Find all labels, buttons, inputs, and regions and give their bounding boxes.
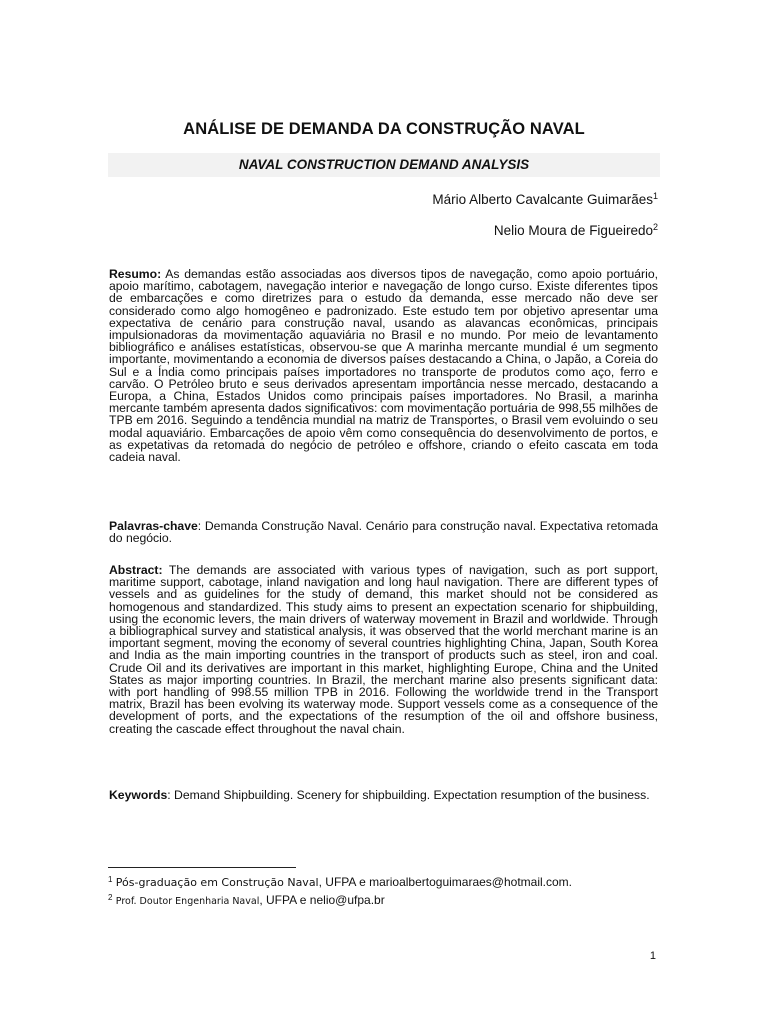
resumo-label: Resumo: (109, 267, 162, 281)
footnote-affiliation: Pós-graduação em Construção Naval (115, 876, 319, 889)
author-2 (494, 222, 658, 238)
palavras-chave-text: : Demanda Construção Naval. Cenário para construção naval. Expectativa retomada do negócio. (109, 519, 658, 546)
paper-subtitle: NAVAL CONSTRUCTION DEMAND ANALYSIS (238, 157, 530, 172)
footnote-contact: , UFPA e marioalbertoguimaraes@hotmail.com. (318, 875, 573, 889)
footnote-affiliation: Prof. Doutor Engenharia Naval (115, 896, 260, 907)
resumo-paragraph (109, 268, 658, 463)
abstract-paragraph (109, 564, 658, 735)
keywords-label: Keywords (109, 788, 168, 802)
author-name: Mário Alberto Cavalcante Guimarães (432, 192, 653, 207)
palavras-chave-paragraph (109, 520, 658, 544)
author-footnote-mark: 1 (652, 191, 658, 201)
abstract-text: The demands are associated with various types of navigation, such as port support, maritime support, cabotage, inland navigation and long haul navigation. There are different types of vessels and as guidelines for the study of demand, this market should not be considered as homogenous and standardized. This study aims to present an expectation scenario for shipbuilding, using the economic levers, the main drivers of waterway movement in Brazil and worldwide. Through a bibliographical survey and statistical analysis, it was observed that the world merchant marine is an important segment, moving the economy of several countries highlighting China, Japan, South Korea and India as the main importing countries in the transport of products such as steel, iron and coal. Crude Oil and its derivatives are important in this market, highlighting Europe, China and the United States as major importing countries. In Brazil, the merchant marine also presents significant data: with port handling of 998.55 million TPB in 2016. Following the worldwide trend in the Transport matrix, Brazil has been evolving its waterway mode. Support vessels come as a consequence of the development of ports, and the expectations of the resumption of the oil and offshore business, creating the cascade effect throughout the naval chain. (109, 563, 658, 736)
footnote-contact: , UFPA e nelio@ufpa.br (259, 893, 385, 907)
author-footnote-mark: 2 (652, 222, 658, 232)
footnote-1 (108, 875, 572, 889)
palavras-chave-label: Palavras-chave (109, 519, 198, 533)
author-name: Nelio Moura de Figueiredo (493, 223, 653, 238)
footnote-mark: 2 (108, 893, 113, 902)
keywords-paragraph (109, 789, 658, 801)
footnote-2 (108, 893, 385, 907)
paper-title: ANÁLISE DE DEMANDA DA CONSTRUÇÃO NAVAL (183, 120, 585, 138)
footnote-mark: 1 (108, 875, 113, 884)
page-number: 1 (649, 950, 656, 962)
abstract-label: Abstract: (109, 563, 163, 577)
footnote-divider (108, 867, 296, 868)
keywords-text: : Demand Shipbuilding. Scenery for shipbuilding. Expectation resumption of the business. (167, 788, 650, 802)
author-1 (432, 191, 658, 207)
resumo-text: As demandas estão associadas aos diversos tipos de navegação, como apoio portuário, apoio marítimo, cabotagem, navegação interior e navegação de longo curso. Existe diferentes tipos de embarcações e como diretrizes para o estudo da demanda, esse mercado não deve ser considerado como algo homogêneo e padronizado. Este estudo tem por objetivo apresentar uma expectativa de cenário para construção naval, usando as alavancas econômicas, principais impulsionadoras da movimentação aquaviária no Brasil e no mundo. Por meio de levantamento bibliográfico e análises estatísticas, observou-se que A marinha mercante mundial é um segmento importante, movimentando a economia de diversos países destacando a China, o Japão, a Coreia do Sul e a Índia como principais países importadores no transporte de produtos como aço, ferro e carvão. O Petróleo bruto e seus derivados apresentam importância nesse mercado, destacando a Europa, a China, Estados Unidos como principais países importadores. No Brasil, a marinha mercante também apresenta dados significativos: com movimentação portuária de 998,55 milhões de TPB em 2016. Seguindo a tendência mundial na matriz de Transportes, o Brasil vem evoluindo o seu modal aquaviário. Embarcações de apoio vêm como consequência do desenvolvimento de portos, e as expetativas da retomada do negócio de petróleo e offshore, criando o efeito cascata em toda cadeia naval. (109, 267, 658, 465)
